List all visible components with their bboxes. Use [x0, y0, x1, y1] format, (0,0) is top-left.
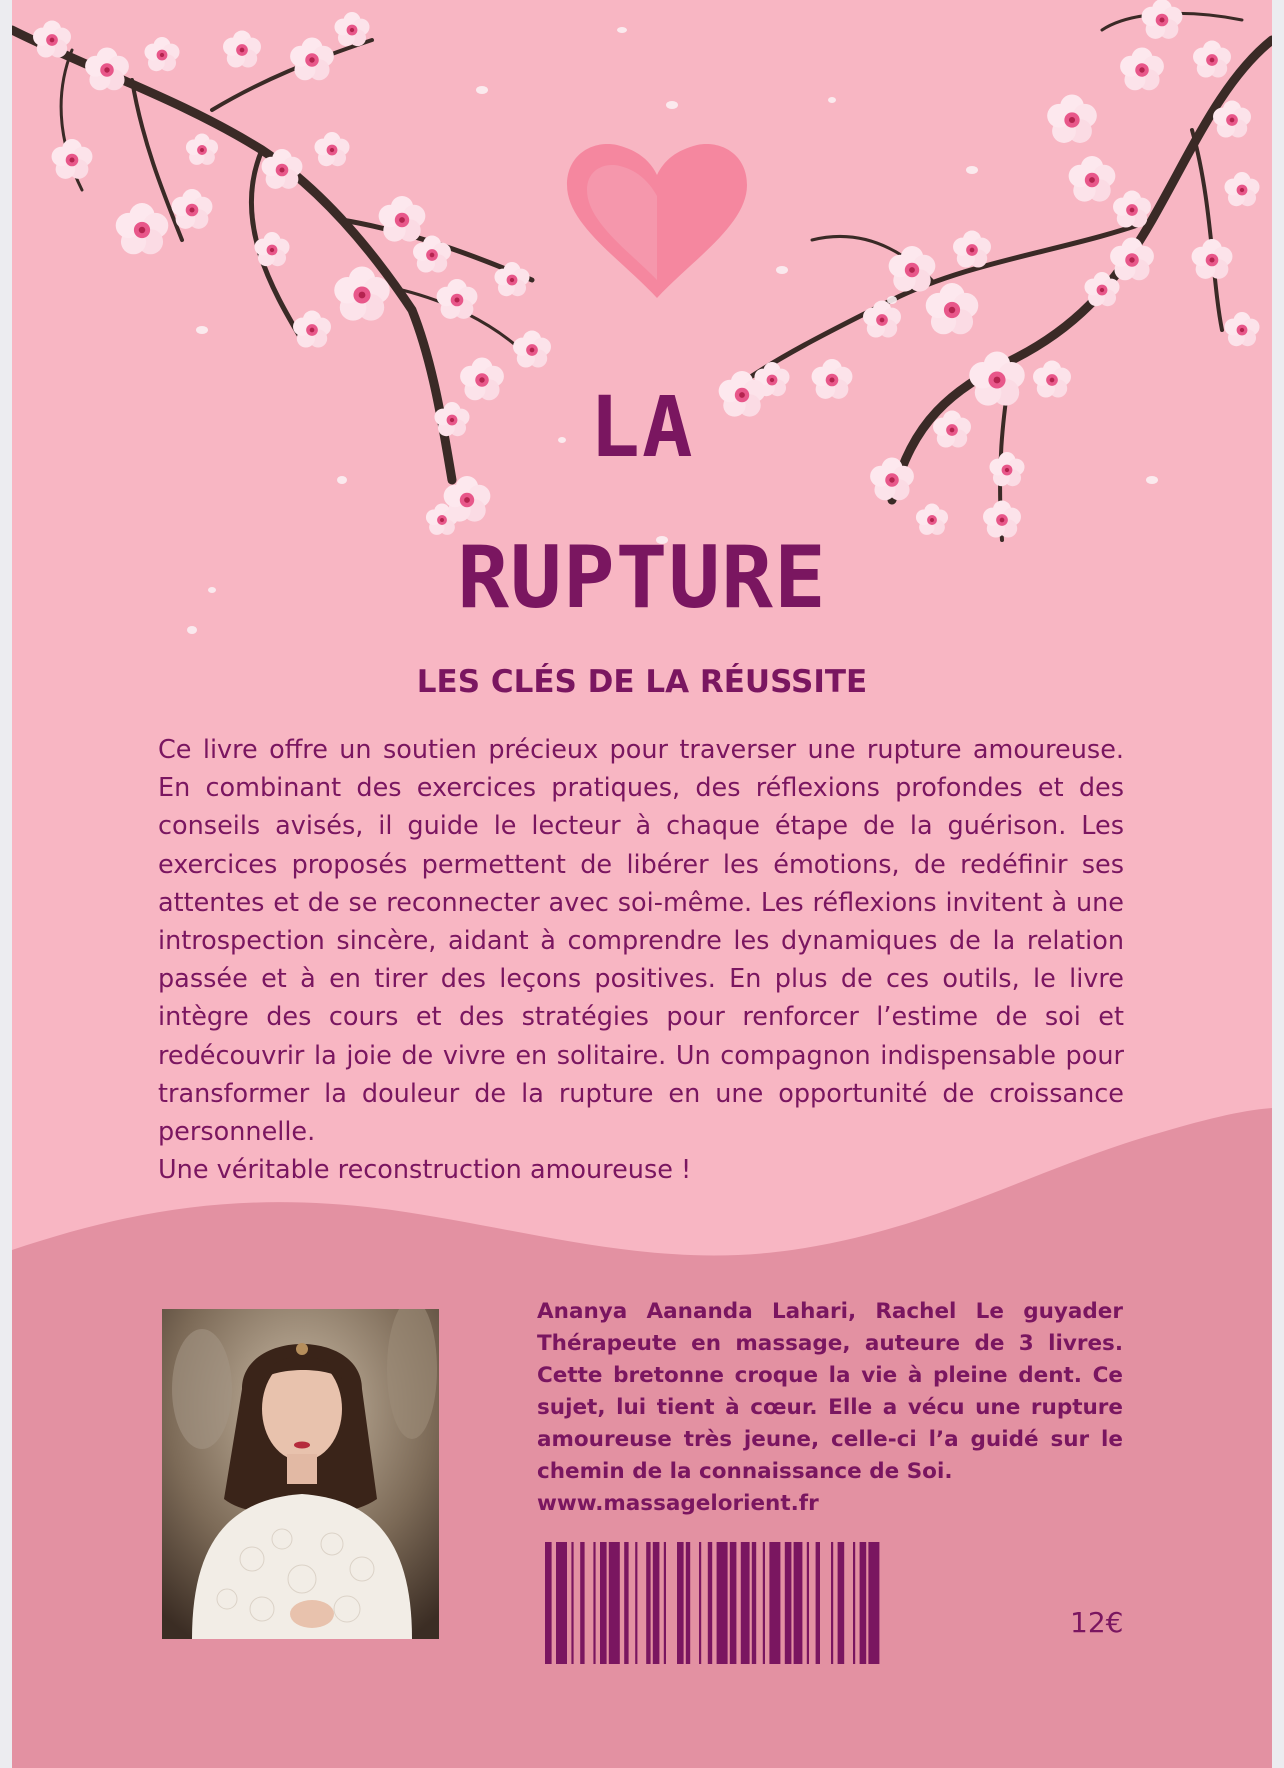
book-subtitle: LES CLÉS DE LA RÉUSSITE — [416, 664, 868, 700]
barcode — [545, 1542, 1051, 1664]
closing-line: Une véritable reconstruction amoureuse ! — [158, 1155, 692, 1186]
book-back-cover — [12, 0, 1272, 1768]
watercolor-heart-icon — [567, 144, 747, 298]
price: 12€ — [1070, 1606, 1124, 1639]
author-photo — [162, 1309, 439, 1639]
book-title-line1: LA — [589, 378, 695, 476]
author-bio-text: Ananya Aananda Lahari, Rachel Le guyader Thérapeute en massage, auteure de 3 livres. Cette bretonne croque la vie à pleine dent. Ce sujet, lui tient à cœur. Elle a vécu une rupture amoureuse très jeune, celle-ci l’a guidé sur le chemin de la connaissance de Soi. — [537, 1299, 1123, 1484]
author-bio — [537, 1296, 1123, 1520]
book-title-line2: RUPTURE — [457, 528, 827, 628]
author-website: www.massagelorient.fr — [537, 1491, 819, 1516]
description-paragraph: Ce livre offre un soutien précieux pour traverser une rupture amoureuse. En combinant des exercices pratiques, des réflexions profondes et des conseils avisés, il guide le lecteur à chaque étape de la guérison. Les exercices proposés permettent de libérer les émotions, de redéfinir ses attentes et de se reconnecter avec soi-même. Les réflexions invitent à une introspection sincère, aidant à comprendre les dynamiques de la relation passée et à en tirer des leçons positives. En plus de ces outils, le livre intègre des cours et des stratégies pour renforcer l’estime de soi et redécouvrir la joie de vivre en solitaire. Un compagnon indispensable pour transformer la douleur de la rupture en une opportunité de croissance personnelle. — [158, 735, 1124, 1148]
